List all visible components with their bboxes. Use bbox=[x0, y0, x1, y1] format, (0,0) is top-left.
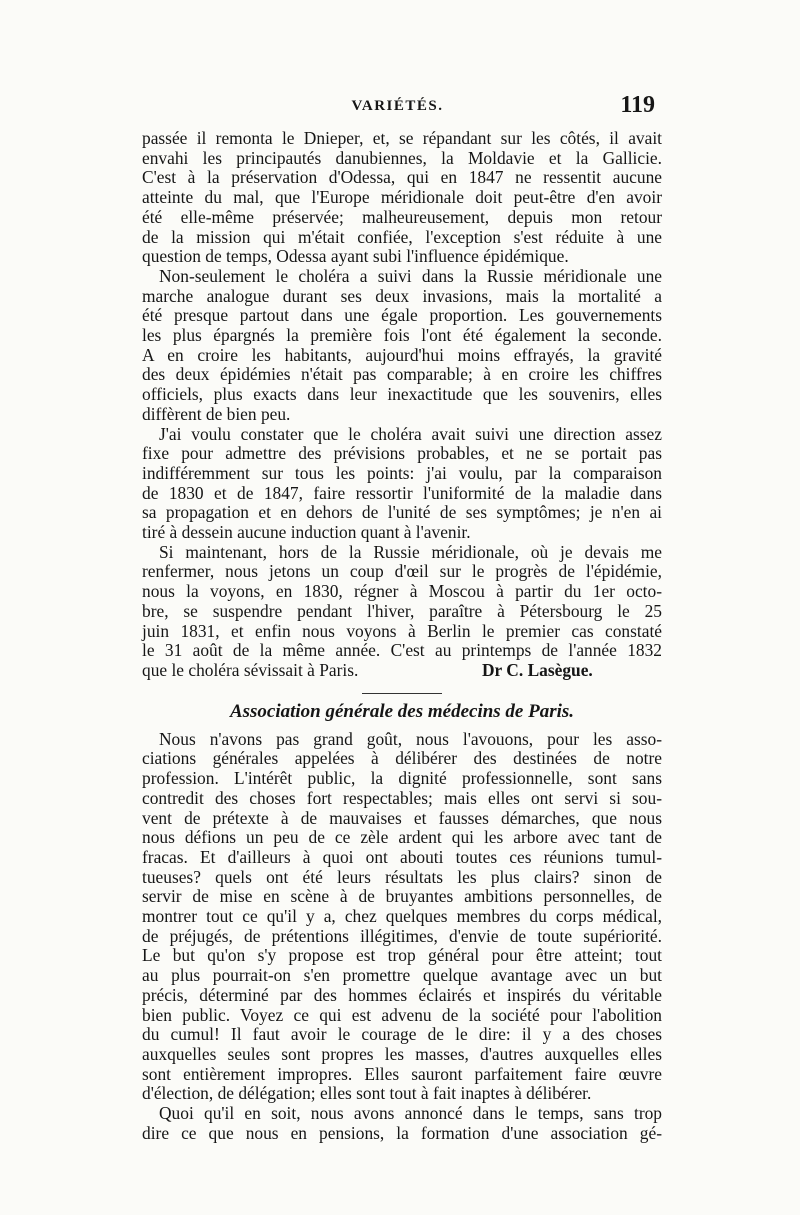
text-line: montrer tout ce qu'il y a, chez quelques membres du corps médical, bbox=[142, 906, 662, 927]
text-line: sa propagation et en dehors de l'unité de ses symptômes; je n'en ai bbox=[142, 502, 662, 523]
text-line: du cumul! Il faut avoir le courage de le dire: il y a des choses bbox=[142, 1024, 662, 1045]
text-line: été elle-même préservée; malheureusement, depuis mon retour bbox=[142, 206, 662, 227]
text-line: de 1830 et de 1847, faire ressortir l'uniformité de la maladie dans bbox=[142, 482, 662, 503]
text-line: Si maintenant, hors de la Russie méridionale, où je devais me bbox=[159, 541, 662, 562]
text-line: A en croire les habitants, aujourd'hui moins effrayés, la gravité bbox=[142, 344, 662, 365]
text-line: question de temps, Odessa ayant subi l'influence épidémique. bbox=[142, 246, 569, 267]
text-line: précis, déterminé par des hommes éclairés et inspirés du véritable bbox=[142, 984, 662, 1005]
text-line: dire ce que nous en pensions, la formation d'une association gé- bbox=[142, 1122, 662, 1143]
text-line: des deux épidémies n'était pas comparable; à en croire les chiffres bbox=[142, 364, 662, 385]
text-line: tueuses? quels ont été leurs résultats les plus clairs? sinon de bbox=[142, 866, 662, 887]
author-signature: Dr C. Lasègue. bbox=[482, 659, 593, 680]
signature-line bbox=[142, 661, 662, 681]
section-title: Association générale des médecins de Paris. bbox=[229, 700, 575, 722]
text-line: envahi les principautés danubiennes, la Moldavie et la Gallicie. bbox=[142, 147, 662, 168]
text-line: Non-seulement le choléra a suivi dans la Russie méridionale une bbox=[159, 265, 662, 286]
paragraph-6 bbox=[142, 1104, 662, 1143]
text-line: bien public. Voyez ce qui est advenu de la société pour l'abolition bbox=[142, 1004, 662, 1025]
paragraph-4 bbox=[142, 543, 662, 681]
paragraph-1 bbox=[142, 129, 662, 267]
text-line: marche analogue durant ses deux invasions, mais la mortalité a bbox=[142, 285, 662, 306]
text-line: nous la voyons, en 1830, régner à Moscou à partir du 1er octo- bbox=[142, 581, 662, 602]
text-line: de préjugés, de prétentions illégitimes, d'envie de toute supériorité. bbox=[142, 925, 662, 946]
text-line: contredit des choses fort respectables; mais elles ont servi si sou- bbox=[142, 787, 662, 808]
page-header bbox=[140, 92, 655, 128]
section-divider bbox=[362, 693, 442, 694]
text-line: nous défions un peu de ce zèle ardent qui les arbore avec tant de bbox=[142, 827, 662, 848]
text-line: vent de prétexte à de mauvaises et fausses démarches, que nous bbox=[142, 807, 662, 828]
text-line: de la mission qui m'était confiée, l'exception s'est réduite à une bbox=[142, 226, 662, 247]
text-line: Le but qu'on s'y propose est trop général pour être atteint; tout bbox=[142, 945, 662, 966]
text-line: passée il remonta le Dnieper, et, se répandant sur les côtés, il avait bbox=[142, 128, 662, 148]
text-line: atteinte du mal, que l'Europe méridionale doit peut-être d'en avoir bbox=[142, 187, 662, 208]
text-line: sont entièrement impropres. Elles sauront parfaitement faire œuvre bbox=[142, 1063, 662, 1084]
text-line: bre, se suspendre pendant l'hiver, paraître à Pétersbourg le 25 bbox=[142, 600, 662, 621]
paragraph-3 bbox=[142, 425, 662, 543]
paragraph-5 bbox=[142, 730, 662, 1104]
text-line: ciations générales appelées à délibérer des destinées de notre bbox=[142, 748, 662, 769]
text-line: C'est à la préservation d'Odessa, qui en 1847 ne ressentit aucune bbox=[142, 167, 662, 188]
text-line: d'élection, de délégation; elles sont tout à fait inaptes à délibérer. bbox=[142, 1083, 592, 1104]
text-line: renfermer, nous jetons un coup d'œil sur le progrès de l'épidémie, bbox=[142, 561, 662, 582]
paragraph-2 bbox=[142, 267, 662, 425]
text-line: servir de mise en scène à de bruyantes ambitions personnelles, de bbox=[142, 886, 662, 907]
running-title: VARIÉTÉS. bbox=[351, 98, 444, 114]
text-line: J'ai voulu constater que le choléra avait suivi une direction assez bbox=[159, 423, 662, 444]
text-line: diffèrent de bien peu. bbox=[142, 403, 291, 424]
text-line: fixe pour admettre des prévisions probables, et ne se portait pas bbox=[142, 443, 662, 464]
text-line: officiels, plus exacts dans leur inexactitude que les souvenirs, elles bbox=[142, 384, 662, 405]
text-line: été presque partout dans une égale proportion. Les gouvernements bbox=[142, 305, 662, 326]
text-line: profession. L'intérêt public, la dignité professionnelle, sont sans bbox=[142, 768, 662, 789]
text-line: Nous n'avons pas grand goût, nous l'avouons, pour les asso- bbox=[159, 728, 662, 749]
text-line: le 31 août de la même année. C'est au printemps de l'année 1832 bbox=[142, 640, 662, 661]
text-line: fracas. Et d'ailleurs à quoi ont abouti toutes ces réunions tumul- bbox=[142, 846, 662, 867]
text-line: juin 1831, et enfin nous voyons à Berlin le premier cas constaté bbox=[142, 620, 662, 641]
text-line: auxquelles seules sont propres les masses, d'autres auxquelles elles bbox=[142, 1043, 662, 1064]
text-line: tiré à dessein aucune induction quant à l'avenir. bbox=[142, 522, 471, 543]
text-line: que le choléra sévissait à Paris. bbox=[142, 659, 359, 680]
text-line: Quoi qu'il en soit, nous avons annoncé dans le temps, sans trop bbox=[159, 1103, 662, 1124]
page-number: 119 bbox=[620, 92, 655, 118]
body-text bbox=[142, 129, 662, 1143]
text-line: indifféremment sur tous les points: j'ai voulu, par la comparaison bbox=[142, 462, 662, 483]
text-line: au plus pourrait-on s'en promettre quelque avantage avec un but bbox=[142, 965, 662, 986]
text-line: les plus épargnés la première fois l'ont été également la seconde. bbox=[142, 325, 662, 346]
